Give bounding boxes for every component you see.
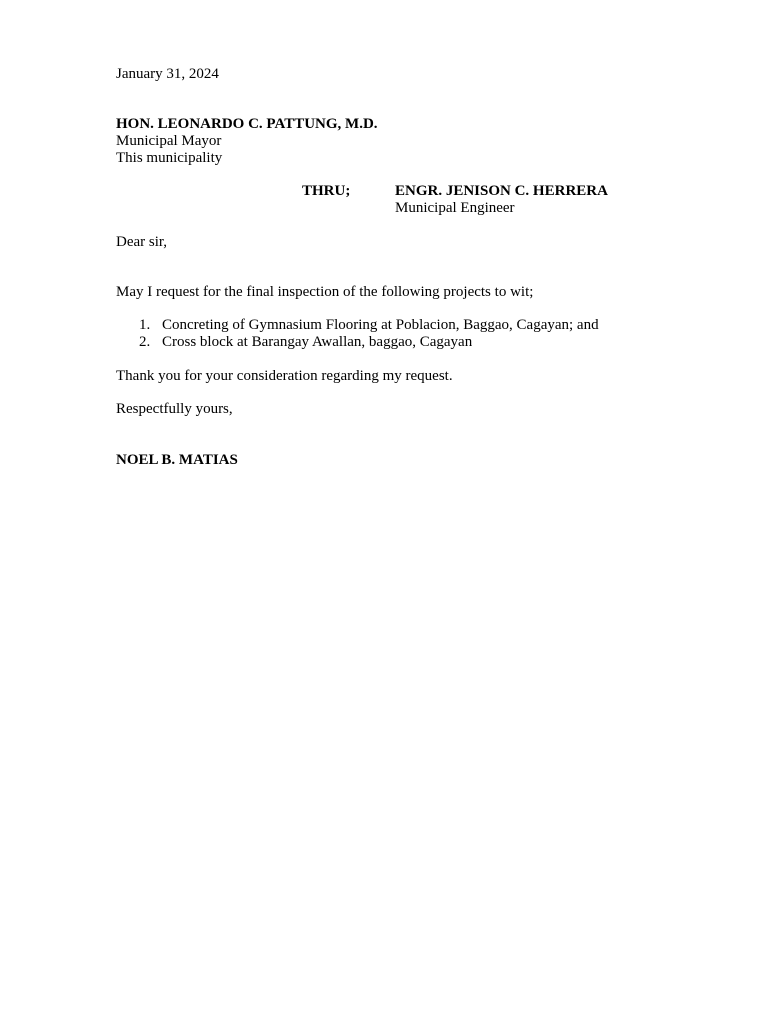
addressee-place: This municipality <box>116 150 223 166</box>
thru-label: THRU; <box>302 183 351 199</box>
body-intro: May I request for the final inspection of the following projects to wit; <box>116 284 534 300</box>
closing-line: Respectfully yours, <box>116 401 233 417</box>
thru-title: Municipal Engineer <box>395 200 515 216</box>
addressee-title: Municipal Mayor <box>116 133 222 149</box>
list-item-number: 2. <box>139 334 151 350</box>
thru-name: ENGR. JENISON C. HERRERA <box>395 183 608 199</box>
list-item-text: Concreting of Gymnasium Flooring at Poblacion, Baggao, Cagayan; and <box>162 317 599 333</box>
list-item-number: 1. <box>139 317 151 333</box>
signatory-name: NOEL B. MATIAS <box>116 452 238 468</box>
thanks-line: Thank you for your consideration regarding my request. <box>116 368 453 384</box>
addressee-name: HON. LEONARDO C. PATTUNG, M.D. <box>116 116 378 132</box>
salutation: Dear sir, <box>116 234 168 250</box>
list-item-text: Cross block at Barangay Awallan, baggao, Cagayan <box>162 334 473 350</box>
letter-date: January 31, 2024 <box>116 66 219 82</box>
